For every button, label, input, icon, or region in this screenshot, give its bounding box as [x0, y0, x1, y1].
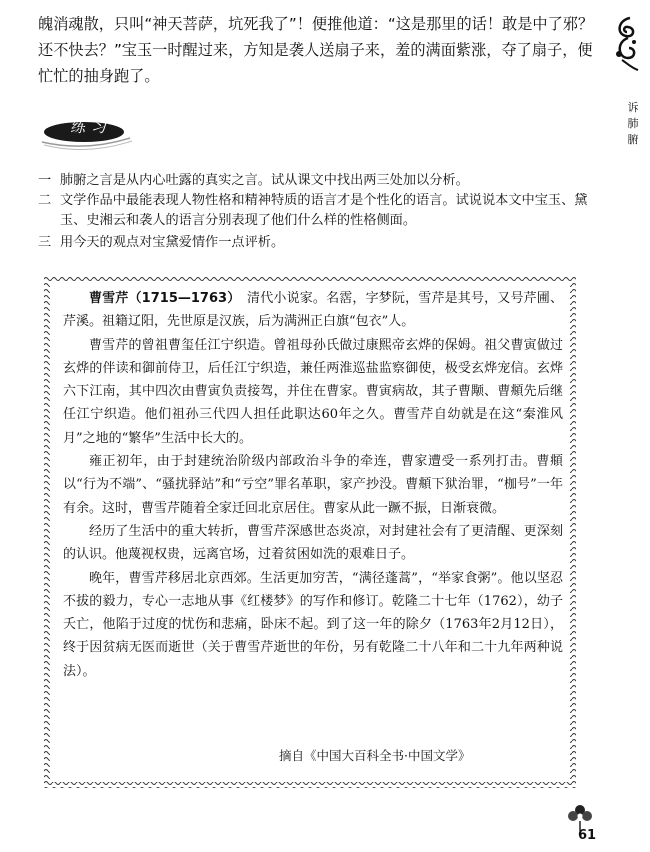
floral-ornament-top-icon [610, 14, 642, 76]
side-title: 诉肺腑 [627, 101, 639, 146]
bio-text: 清代小说家。名霑，字梦阮，雪芹是其号，又号芹圃、芹溪。祖籍辽阳，先世原是汉族，后为满洲正白旗“包衣”人。 [63, 291, 563, 330]
bio-source: 摘自《中国大百科全书·中国文学》 [279, 748, 471, 763]
exercise-text: 用今天的观点对宝黛爱情作一点评析。 [60, 235, 285, 250]
exercise-text: 文学作品中最能表现人物性格和精神特质的语言才是个性化的语言。试说说本文中宝玉、黛玉、史湘云和袭人的语言分别表现了他们什么样的性格侧面。 [60, 193, 588, 228]
author-biography [63, 287, 563, 683]
bio-paragraph: 雍正初年，由于封建统治阶级内部政治斗争的牵连，曹家遭受一系列打击。曹頫以“行为不端”、“骚扰驿站”和“亏空”罪名革职，家产抄没。曹頫下狱治罪，“枷号”一年有余。这时，曹雪芹随着全家迁回北京居住。曹家从此一蹶不振，日渐衰微。 [63, 454, 563, 516]
exercise-item [38, 191, 598, 231]
page-number: 61 [578, 828, 597, 843]
bio-paragraph [63, 287, 563, 334]
exercise-item [38, 171, 598, 191]
exercise-list [38, 171, 598, 253]
exercise-text: 肺腑之言是从内心吐露的真实之言。试从课文中找出两三处加以分析。 [60, 173, 469, 188]
bio-paragraph: 晚年，曹雪芹移居北京西郊。生活更加穷苦，“满径蓬蒿”，“举家食粥”。他以坚忍不拔的毅力，专心一志地从事《红楼梦》的写作和修订。乾隆二十七年（1762），幼子夭亡，他陷于过度的忧伤和悲痛，卧床不起。到了这一年的除夕（1763年2月12日），终于因贫病无医而逝世（关于曹雪芹逝世的年份，另有乾隆二十八年和二十九年两种说法）。 [63, 570, 563, 679]
story-text: 魄消魂散，只叫“神天菩萨，坑死我了”！便推他道：“这是那里的话！敢是中了邪？还不快去？”宝玉一时醒过来，方知是袭人送扇子来，羞的满面紫涨，夺了扇子，便忙忙的抽身跑了。 [38, 15, 594, 85]
exercise-number: 二 [38, 193, 52, 208]
exercise-number: 三 [38, 235, 52, 250]
exercise-number: 一 [38, 173, 52, 188]
exercise-item [38, 233, 598, 253]
bio-lead: 曹雪芹（1715—1763） [89, 291, 234, 306]
exercise-heading: 练习 [70, 118, 113, 136]
bio-paragraph: 曹雪芹的曾祖曹玺任江宁织造。曾祖母孙氏做过康熙帝玄烨的保姆。祖父曹寅做过玄烨的伴读和御前侍卫，后任江宁织造，兼任两淮巡盐监察御使，极受玄烨宠信。玄烨六下江南，其中四次由曹寅负责接驾，并住在曹家。曹寅病故，其子曹颙、曹頫先后继任江宁织造。他们祖孙三代四人担任此职达60年之久。曹雪芹自幼就是在这“秦淮风月”之地的“繁华”生活中长大的。 [63, 337, 563, 446]
bio-paragraph: 经历了生活中的重大转折，曹雪芹深感世态炎凉，对封建社会有了更清醒、更深刻的认识。他蔑视权贵，远离官场，过着贫困如洗的艰难日子。 [63, 523, 563, 563]
